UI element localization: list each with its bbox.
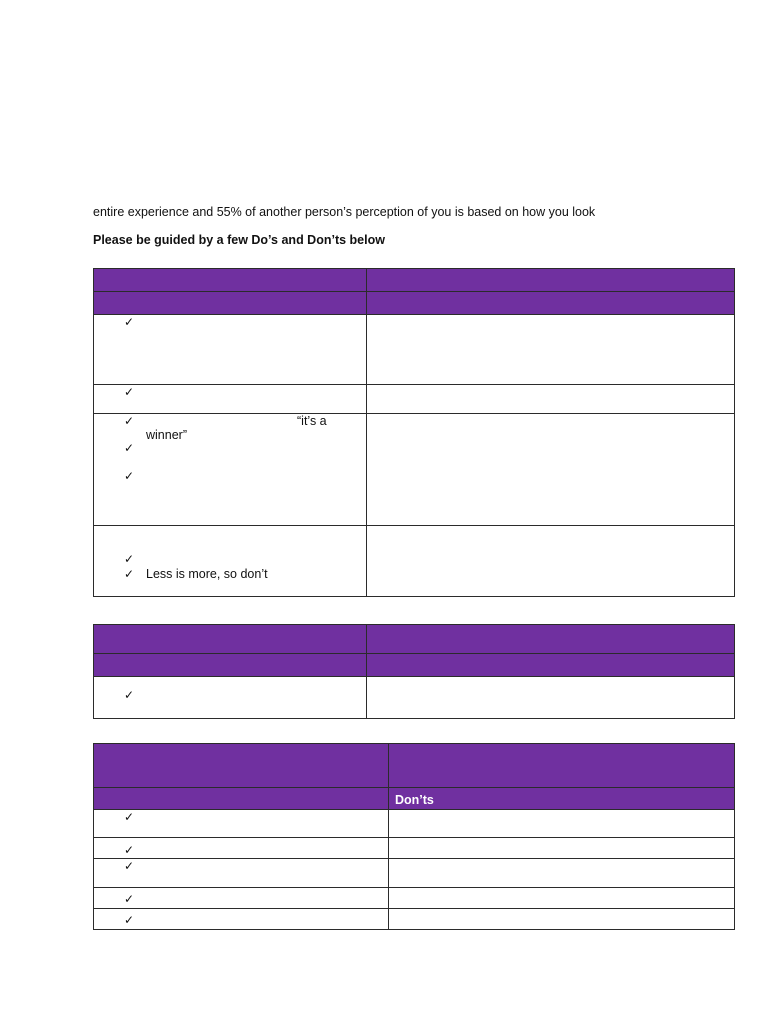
table1-row4-donts [367,526,735,597]
table1-subheader-right [367,292,735,315]
table2-subheader-left [94,654,367,677]
check-icon: ✓ [124,688,135,702]
check-icon: ✓ [124,414,135,428]
table2-header-left [94,625,367,654]
guide-heading: Please be guided by a few Do’s and Don’ts below [93,233,385,247]
check-icon: ✓ [124,892,135,906]
dos-donts-table-2 [93,624,735,719]
check-icon: ✓ [124,469,135,483]
table1-row1-donts [367,315,735,385]
table3-row2-dos [94,838,389,859]
row3-text-b: winner” [146,428,187,442]
table3-row5-donts [389,909,735,930]
table3-subheader-right [389,788,735,810]
check-icon: ✓ [124,843,135,857]
check-icon: ✓ [124,552,135,566]
table1-row3-dos [94,414,367,526]
table-row [94,859,735,888]
check-icon: ✓ [124,315,135,329]
table3-header-left [94,744,389,788]
table2-subheader-right [367,654,735,677]
table3-row4-donts [389,888,735,909]
table-row [94,909,735,930]
intro-text: entire experience and 55% of another person’s perception of you is based on how you look [93,205,596,219]
table2-header-right [367,625,735,654]
table2-row1-dos [94,677,367,719]
table1-row2-dos [94,385,367,414]
table-row [94,888,735,909]
table-row [94,414,735,526]
row4-text: Less is more, so don’t [146,567,268,581]
table3-row2-donts [389,838,735,859]
dos-donts-table-1 [93,268,735,597]
table-row [94,677,735,719]
check-icon: ✓ [124,859,135,873]
table2-row1-donts [367,677,735,719]
table1-row3-donts [367,414,735,526]
check-icon: ✓ [124,441,135,455]
table3-subheader-left [94,788,389,810]
table3-row3-dos [94,859,389,888]
table1-row4-dos [94,526,367,597]
table-row [94,838,735,859]
table3-row4-dos [94,888,389,909]
table1-row1-dos [94,315,367,385]
table1-header-left [94,269,367,292]
check-icon: ✓ [124,567,135,581]
check-icon: ✓ [124,810,135,824]
table3-row3-donts [389,859,735,888]
table1-subheader-left [94,292,367,315]
table3-header-right [389,744,735,788]
check-icon: ✓ [124,913,135,927]
table-row [94,526,735,597]
table3-row1-dos [94,810,389,838]
table-row [94,810,735,838]
table-row [94,385,735,414]
donts-header-label: Don’ts [395,793,434,807]
table1-row2-donts [367,385,735,414]
dos-donts-table-3 [93,743,735,930]
check-icon: ✓ [124,385,135,399]
table3-row1-donts [389,810,735,838]
table1-header-right [367,269,735,292]
table3-row5-dos [94,909,389,930]
row3-text-a: “it’s a [297,414,327,428]
table-row [94,315,735,385]
